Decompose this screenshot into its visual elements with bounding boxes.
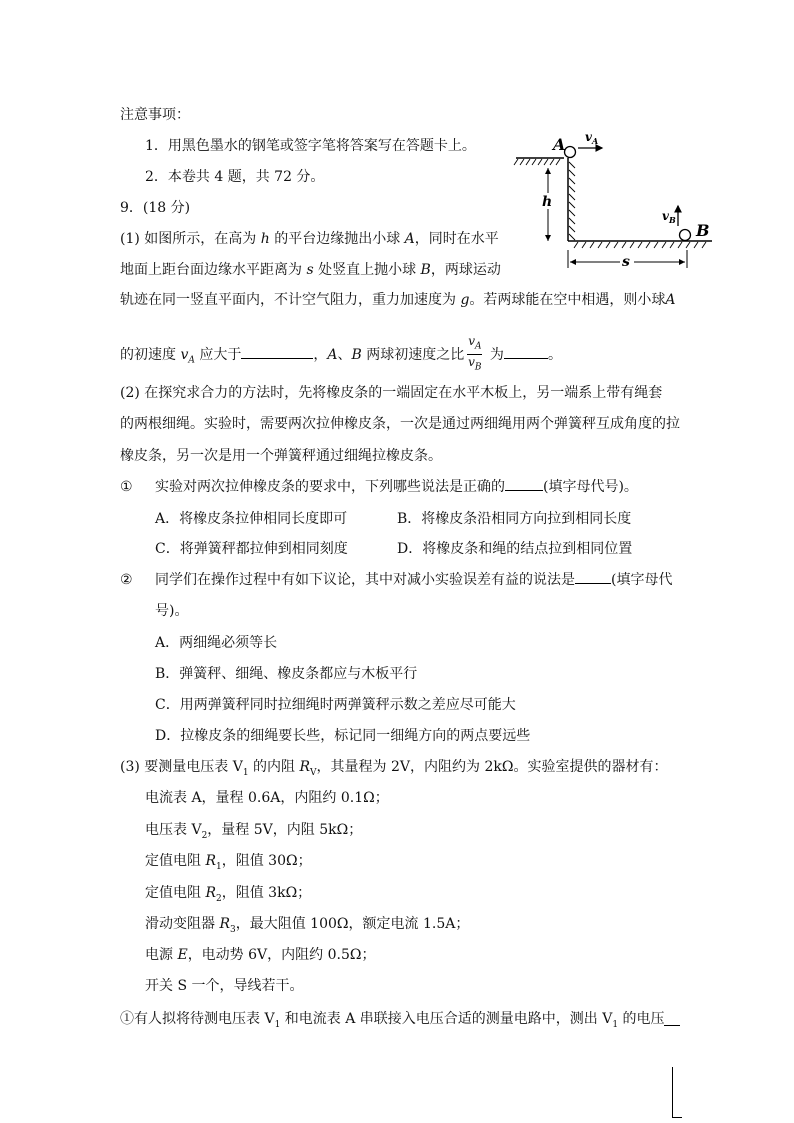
answer-blank-3[interactable] bbox=[505, 490, 543, 491]
q1-option-a: A．将橡皮条拉伸相同长度即可 bbox=[155, 511, 348, 527]
ball-b bbox=[680, 230, 691, 241]
label-b: B bbox=[696, 221, 710, 240]
item-ammeter: 电流表 A，量程 0.6A，内阻约 0.1Ω； bbox=[145, 790, 389, 806]
part1-line-4: 的初速度 $v_A$ 应大于 ，A、B 两球初速度之比 $\frac{v_A}{v_B}$ 为 。 bbox=[120, 334, 562, 376]
answer-blank-1[interactable] bbox=[241, 358, 313, 359]
label-h: h bbox=[542, 194, 553, 210]
height-dimension bbox=[541, 168, 555, 241]
part3-intro: (3) 要测量电压表 $V_1$ 的内阻 $R_V$，其量程为 2V，内阻约为 2kΩ。实验室提供的器材有： bbox=[120, 759, 668, 778]
part2-q2-text-cont: 号)。 bbox=[155, 603, 189, 619]
margin-bracket bbox=[672, 1067, 682, 1118]
answer-blank-2[interactable] bbox=[504, 358, 548, 359]
q1-option-d: D．将橡皮条和绳的结点拉到相同位置 bbox=[397, 541, 633, 557]
item-rheostat-r3: 滑动变阻器 $R_3$，最大阻值 100Ω，额定电流 1.5A； bbox=[145, 916, 470, 935]
ground bbox=[568, 241, 712, 248]
label-a: A bbox=[553, 135, 566, 154]
q2-option-c: C．用两弹簧秤同时拉细绳时两弹簧秤示数之差应尽可能大 bbox=[155, 697, 516, 713]
q1-option-c: C．将弹簧秤都拉伸到相同刻度 bbox=[155, 541, 348, 557]
q2-option-a: A．两细绳必须等长 bbox=[155, 635, 278, 651]
distance-dimension bbox=[568, 250, 687, 270]
part2-q2-text: 同学们在操作过程中有如下议论，其中对减小实验误差有益的说法是 (填字母代 bbox=[155, 572, 673, 588]
margin-dash bbox=[664, 1025, 680, 1026]
item-resistor-r1: 定值电阻 $R_1$，阻值 30Ω； bbox=[145, 853, 312, 872]
notice-item-1: 1．用黑色墨水的钢笔或签字笔将答案写在答题卡上。 bbox=[145, 138, 476, 154]
part2-q1-mark: ① bbox=[120, 479, 133, 495]
part1-line-2: 地面上距台面边缘水平距离为 s 处竖直上抛小球 B，两球运动 bbox=[120, 262, 501, 278]
part1-line-3: 轨迹在同一竖直平面内，不计空气阻力，重力加速度为 g。若两球能在空中相遇，则小球A bbox=[120, 292, 676, 308]
part2-line-3: 橡皮条，另一次是用一个弹簧秤通过细绳拉橡皮条。 bbox=[120, 448, 442, 464]
label-s: s bbox=[622, 254, 630, 270]
q2-option-b: B．弹簧秤、细绳、橡皮条都应与木板平行 bbox=[155, 666, 418, 682]
item-switch: 开关 S 一个，导线若干。 bbox=[145, 978, 304, 994]
q2-option-d: D．拉橡皮条的细绳要长些，标记同一细绳方向的两点要远些 bbox=[155, 728, 531, 744]
q1-option-b: B．将橡皮条沿相同方向拉到相同长度 bbox=[397, 511, 632, 527]
part1-line-1: (1) 如图所示，在高为 h 的平台边缘抛出小球 A，同时在水平 bbox=[120, 231, 499, 247]
answer-blank-4[interactable] bbox=[575, 583, 611, 584]
part2-line-1: (2) 在探究求合力的方法时，先将橡皮条的一端固定在水平木板上，另一端系上带有绳套 bbox=[120, 385, 663, 401]
item-power-source: 电源 E，电动势 6V，内阻约 0.5Ω； bbox=[145, 947, 376, 963]
notice-heading: 注意事项： bbox=[120, 107, 190, 123]
part3-last-line: ①有人拟将待测电压表 $V_1$ 和电流表 A 串联接入电压合适的测量电路中，测出 $V_1$ 的电压 bbox=[120, 1011, 665, 1030]
label-vb: $v_B$ bbox=[662, 209, 676, 225]
platform-wall bbox=[568, 158, 575, 241]
label-va: $v_A$ bbox=[585, 130, 599, 146]
notice-item-2: 2．本卷共 4 题，共 72 分。 bbox=[145, 169, 325, 185]
projectile-figure bbox=[512, 128, 727, 273]
velocity-ratio-fraction: $\frac{v_A}{v_B}$ bbox=[468, 334, 482, 373]
part2-q1-text: 实验对两次拉伸橡皮条的要求中，下列哪些说法是正确的 (填字母代号)。 bbox=[155, 479, 638, 495]
ball-a bbox=[565, 147, 576, 158]
part2-q2-mark: ② bbox=[120, 572, 133, 588]
item-voltmeter-v2: 电压表 $V_2$，量程 5V，内阻 5kΩ； bbox=[145, 822, 363, 841]
question-9-header: 9．(18 分) bbox=[120, 200, 191, 216]
part2-line-2: 的两根细绳。实验时，需要两次拉伸橡皮条，一次是通过两细绳用两个弹簧秤互成角度的拉 bbox=[120, 416, 680, 432]
platform-top bbox=[514, 158, 564, 165]
item-resistor-r2: 定值电阻 $R_2$，阻值 3kΩ； bbox=[145, 885, 312, 904]
